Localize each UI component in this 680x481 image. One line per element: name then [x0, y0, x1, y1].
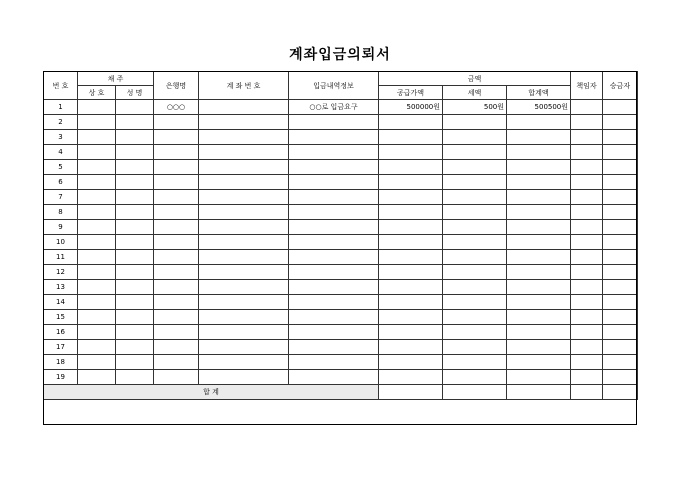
trade-name-cell[interactable] [78, 175, 116, 190]
row-number-cell: 17 [44, 340, 78, 355]
bank-name-cell[interactable] [154, 370, 199, 385]
account-number-cell[interactable] [199, 205, 289, 220]
approver-cell[interactable] [603, 235, 638, 250]
deposit-info-cell[interactable] [289, 220, 379, 235]
trade-name-cell[interactable] [78, 250, 116, 265]
row-number-cell: 11 [44, 250, 78, 265]
supply-amount-cell[interactable] [379, 220, 443, 235]
deposit-info-cell[interactable] [289, 130, 379, 145]
account-number-cell[interactable] [199, 100, 289, 115]
supply-amount-cell[interactable] [379, 205, 443, 220]
total-amount-cell[interactable] [507, 130, 571, 145]
total-amount-cell[interactable] [507, 295, 571, 310]
approver-cell[interactable] [603, 220, 638, 235]
account-number-cell[interactable] [199, 325, 289, 340]
row-number-cell: 7 [44, 190, 78, 205]
deposit-info-cell[interactable]: ○○로 입금요구 [289, 100, 379, 115]
header-amount: 금액 [379, 72, 571, 86]
header-deposit-info: 입금내역정보 [289, 72, 379, 100]
table-row [44, 325, 638, 340]
person-name-cell[interactable] [116, 280, 154, 295]
account-number-cell[interactable] [199, 160, 289, 175]
approver-cell[interactable] [603, 310, 638, 325]
bank-name-cell[interactable] [154, 205, 199, 220]
deposit-info-cell[interactable] [289, 145, 379, 160]
total-amount-cell[interactable] [507, 250, 571, 265]
table-row [44, 220, 638, 235]
manager-cell[interactable] [571, 265, 603, 280]
trade-name-cell[interactable] [78, 160, 116, 175]
approver-cell[interactable] [603, 115, 638, 130]
header-no: 번 호 [44, 72, 78, 100]
header-tax: 세액 [443, 86, 507, 100]
account-number-cell[interactable] [199, 130, 289, 145]
supply-amount-cell[interactable] [379, 160, 443, 175]
supply-amount-cell[interactable] [379, 145, 443, 160]
tax-amount-cell[interactable] [443, 340, 507, 355]
deposit-info-cell[interactable] [289, 115, 379, 130]
manager-cell[interactable] [571, 205, 603, 220]
approver-cell[interactable] [603, 280, 638, 295]
total-amount-cell[interactable] [507, 175, 571, 190]
trade-name-cell[interactable] [78, 130, 116, 145]
header-bank: 은행명 [154, 72, 199, 100]
tax-amount-cell[interactable] [443, 205, 507, 220]
account-number-cell[interactable] [199, 355, 289, 370]
bank-name-cell[interactable] [154, 175, 199, 190]
bank-name-cell[interactable] [154, 115, 199, 130]
account-number-cell[interactable] [199, 250, 289, 265]
trade-name-cell[interactable] [78, 280, 116, 295]
supply-amount-cell[interactable] [379, 235, 443, 250]
deposit-info-cell[interactable] [289, 190, 379, 205]
person-name-cell[interactable] [116, 130, 154, 145]
tax-amount-cell[interactable] [443, 355, 507, 370]
total-amount-cell[interactable] [507, 205, 571, 220]
tax-amount-cell[interactable] [443, 325, 507, 340]
table-row [44, 340, 638, 355]
account-number-cell[interactable] [199, 370, 289, 385]
deposit-info-cell[interactable] [289, 205, 379, 220]
total-amount-cell[interactable] [507, 220, 571, 235]
total-amount-cell[interactable] [507, 370, 571, 385]
approver-cell[interactable] [603, 325, 638, 340]
deposit-request-table [43, 71, 638, 400]
row-number-cell: 2 [44, 115, 78, 130]
supply-amount-cell[interactable]: 500000원 [379, 100, 443, 115]
total-amount-cell[interactable] [507, 325, 571, 340]
table-body [44, 100, 638, 385]
total-sum-cell[interactable] [507, 385, 571, 400]
trade-name-cell[interactable] [78, 340, 116, 355]
supply-amount-cell[interactable] [379, 370, 443, 385]
bank-name-cell[interactable] [154, 250, 199, 265]
supply-amount-cell[interactable] [379, 340, 443, 355]
tax-amount-cell[interactable] [443, 145, 507, 160]
supply-amount-cell[interactable] [379, 175, 443, 190]
row-number-cell: 16 [44, 325, 78, 340]
total-supply-cell[interactable] [379, 385, 443, 400]
tax-amount-cell[interactable] [443, 310, 507, 325]
tax-amount-cell[interactable] [443, 235, 507, 250]
bank-name-cell[interactable] [154, 220, 199, 235]
deposit-info-cell[interactable] [289, 280, 379, 295]
manager-cell[interactable] [571, 115, 603, 130]
bank-name-cell[interactable] [154, 190, 199, 205]
row-number-cell: 18 [44, 355, 78, 370]
approver-cell[interactable] [603, 175, 638, 190]
person-name-cell[interactable] [116, 160, 154, 175]
trade-name-cell[interactable] [78, 265, 116, 280]
manager-cell[interactable] [571, 310, 603, 325]
row-number-cell: 3 [44, 130, 78, 145]
deposit-info-cell[interactable] [289, 325, 379, 340]
table-row [44, 280, 638, 295]
manager-cell[interactable] [571, 235, 603, 250]
table-row [44, 355, 638, 370]
total-amount-cell[interactable] [507, 160, 571, 175]
bank-name-cell[interactable] [154, 280, 199, 295]
person-name-cell[interactable] [116, 310, 154, 325]
bank-name-cell[interactable]: ○○○ [154, 100, 199, 115]
table-row [44, 190, 638, 205]
manager-cell[interactable] [571, 100, 603, 115]
row-number-cell: 10 [44, 235, 78, 250]
bank-name-cell[interactable] [154, 355, 199, 370]
tax-amount-cell[interactable] [443, 115, 507, 130]
account-number-cell[interactable] [199, 295, 289, 310]
supply-amount-cell[interactable] [379, 130, 443, 145]
person-name-cell[interactable] [116, 100, 154, 115]
table-row [44, 265, 638, 280]
bank-name-cell[interactable] [154, 340, 199, 355]
row-number-cell: 15 [44, 310, 78, 325]
table-row [44, 175, 638, 190]
table-row [44, 115, 638, 130]
header-manager: 책임자 [571, 72, 603, 100]
total-row [44, 385, 638, 400]
approver-cell[interactable] [603, 160, 638, 175]
account-number-cell[interactable] [199, 340, 289, 355]
row-number-cell: 5 [44, 160, 78, 175]
trade-name-cell[interactable] [78, 190, 116, 205]
account-number-cell[interactable] [199, 265, 289, 280]
row-number-cell: 13 [44, 280, 78, 295]
person-name-cell[interactable] [116, 205, 154, 220]
manager-cell[interactable] [571, 295, 603, 310]
person-name-cell[interactable] [116, 190, 154, 205]
table-row [44, 370, 638, 385]
header-person-name: 성 명 [116, 86, 154, 100]
deposit-info-cell[interactable] [289, 310, 379, 325]
tax-amount-cell[interactable] [443, 280, 507, 295]
manager-cell[interactable] [571, 175, 603, 190]
deposit-info-cell[interactable] [289, 235, 379, 250]
deposit-info-cell[interactable] [289, 355, 379, 370]
total-amount-cell[interactable] [507, 265, 571, 280]
deposit-info-cell[interactable] [289, 175, 379, 190]
manager-cell[interactable] [571, 190, 603, 205]
tax-amount-cell[interactable] [443, 265, 507, 280]
supply-amount-cell[interactable] [379, 325, 443, 340]
trade-name-cell[interactable] [78, 370, 116, 385]
supply-amount-cell[interactable] [379, 355, 443, 370]
total-manager-cell[interactable] [571, 385, 603, 400]
manager-cell[interactable] [571, 220, 603, 235]
table-row [44, 250, 638, 265]
total-amount-cell[interactable] [507, 340, 571, 355]
bank-name-cell[interactable] [154, 160, 199, 175]
person-name-cell[interactable] [116, 250, 154, 265]
total-amount-cell[interactable] [507, 145, 571, 160]
account-number-cell[interactable] [199, 175, 289, 190]
total-amount-cell[interactable] [507, 235, 571, 250]
manager-cell[interactable] [571, 280, 603, 295]
person-name-cell[interactable] [116, 355, 154, 370]
manager-cell[interactable] [571, 130, 603, 145]
total-tax-cell[interactable] [443, 385, 507, 400]
approver-cell[interactable] [603, 205, 638, 220]
tax-amount-cell[interactable] [443, 370, 507, 385]
total-amount-cell[interactable] [507, 310, 571, 325]
person-name-cell[interactable] [116, 340, 154, 355]
document-title: 계좌입금의뢰서 [289, 47, 391, 63]
table-row [44, 295, 638, 310]
bank-name-cell[interactable] [154, 235, 199, 250]
bank-name-cell[interactable] [154, 295, 199, 310]
table-row [44, 145, 638, 160]
person-name-cell[interactable] [116, 370, 154, 385]
account-number-cell[interactable] [199, 235, 289, 250]
header-supply: 공급가액 [379, 86, 443, 100]
approver-cell[interactable] [603, 250, 638, 265]
total-amount-cell[interactable] [507, 280, 571, 295]
tax-amount-cell[interactable] [443, 175, 507, 190]
approver-cell[interactable] [603, 190, 638, 205]
row-number-cell: 8 [44, 205, 78, 220]
person-name-cell[interactable] [116, 265, 154, 280]
row-number-cell: 1 [44, 100, 78, 115]
trade-name-cell[interactable] [78, 355, 116, 370]
tax-amount-cell[interactable] [443, 130, 507, 145]
supply-amount-cell[interactable] [379, 265, 443, 280]
bank-name-cell[interactable] [154, 325, 199, 340]
tax-amount-cell[interactable] [443, 220, 507, 235]
bank-name-cell[interactable] [154, 265, 199, 280]
manager-cell[interactable] [571, 145, 603, 160]
person-name-cell[interactable] [116, 115, 154, 130]
total-amount-cell[interactable] [507, 355, 571, 370]
person-name-cell[interactable] [116, 295, 154, 310]
deposit-info-cell[interactable] [289, 295, 379, 310]
person-name-cell[interactable] [116, 235, 154, 250]
trade-name-cell[interactable] [78, 220, 116, 235]
total-amount-cell[interactable]: 500500원 [507, 100, 571, 115]
trade-name-cell[interactable] [78, 310, 116, 325]
bank-name-cell[interactable] [154, 310, 199, 325]
supply-amount-cell[interactable] [379, 190, 443, 205]
trade-name-cell[interactable] [78, 100, 116, 115]
account-number-cell[interactable] [199, 145, 289, 160]
bank-name-cell[interactable] [154, 130, 199, 145]
trade-name-cell[interactable] [78, 325, 116, 340]
account-number-cell[interactable] [199, 190, 289, 205]
approver-cell[interactable] [603, 340, 638, 355]
account-number-cell[interactable] [199, 220, 289, 235]
approver-cell[interactable] [603, 295, 638, 310]
approver-cell[interactable] [603, 355, 638, 370]
person-name-cell[interactable] [116, 220, 154, 235]
account-number-cell[interactable] [199, 310, 289, 325]
row-number-cell: 4 [44, 145, 78, 160]
trade-name-cell[interactable] [78, 295, 116, 310]
trade-name-cell[interactable] [78, 235, 116, 250]
header-approver: 승금자 [603, 72, 638, 100]
table-row [44, 310, 638, 325]
manager-cell[interactable] [571, 370, 603, 385]
approver-cell[interactable] [603, 370, 638, 385]
tax-amount-cell[interactable]: 500원 [443, 100, 507, 115]
row-number-cell: 9 [44, 220, 78, 235]
manager-cell[interactable] [571, 250, 603, 265]
bank-name-cell[interactable] [154, 145, 199, 160]
total-amount-cell[interactable] [507, 190, 571, 205]
tax-amount-cell[interactable] [443, 250, 507, 265]
account-number-cell[interactable] [199, 115, 289, 130]
table-header [44, 72, 638, 100]
header-account-no: 계 좌 번 호 [199, 72, 289, 100]
deposit-info-cell[interactable] [289, 265, 379, 280]
table-row [44, 235, 638, 250]
header-sum: 합계액 [507, 86, 571, 100]
tax-amount-cell[interactable] [443, 160, 507, 175]
row-number-cell: 14 [44, 295, 78, 310]
total-amount-cell[interactable] [507, 115, 571, 130]
supply-amount-cell[interactable] [379, 310, 443, 325]
account-number-cell[interactable] [199, 280, 289, 295]
manager-cell[interactable] [571, 160, 603, 175]
approver-cell[interactable] [603, 265, 638, 280]
total-approver-cell[interactable] [603, 385, 638, 400]
supply-amount-cell[interactable] [379, 280, 443, 295]
person-name-cell[interactable] [116, 175, 154, 190]
person-name-cell[interactable] [116, 145, 154, 160]
header-account-holder: 채 주 [78, 72, 154, 86]
tax-amount-cell[interactable] [443, 295, 507, 310]
supply-amount-cell[interactable] [379, 295, 443, 310]
approver-cell[interactable] [603, 100, 638, 115]
trade-name-cell[interactable] [78, 205, 116, 220]
approver-cell[interactable] [603, 130, 638, 145]
supply-amount-cell[interactable] [379, 250, 443, 265]
table-row [44, 130, 638, 145]
total-label: 합 계 [44, 385, 379, 400]
trade-name-cell[interactable] [78, 145, 116, 160]
manager-cell[interactable] [571, 325, 603, 340]
deposit-info-cell[interactable] [289, 160, 379, 175]
row-number-cell: 19 [44, 370, 78, 385]
table-row [44, 205, 638, 220]
manager-cell[interactable] [571, 340, 603, 355]
manager-cell[interactable] [571, 355, 603, 370]
supply-amount-cell[interactable] [379, 115, 443, 130]
table-row [44, 100, 638, 115]
deposit-info-cell[interactable] [289, 340, 379, 355]
trade-name-cell[interactable] [78, 115, 116, 130]
tax-amount-cell[interactable] [443, 190, 507, 205]
deposit-info-cell[interactable] [289, 370, 379, 385]
deposit-info-cell[interactable] [289, 250, 379, 265]
row-number-cell: 6 [44, 175, 78, 190]
header-trade-name: 상 호 [78, 86, 116, 100]
row-number-cell: 12 [44, 265, 78, 280]
approver-cell[interactable] [603, 145, 638, 160]
person-name-cell[interactable] [116, 325, 154, 340]
table-row [44, 160, 638, 175]
